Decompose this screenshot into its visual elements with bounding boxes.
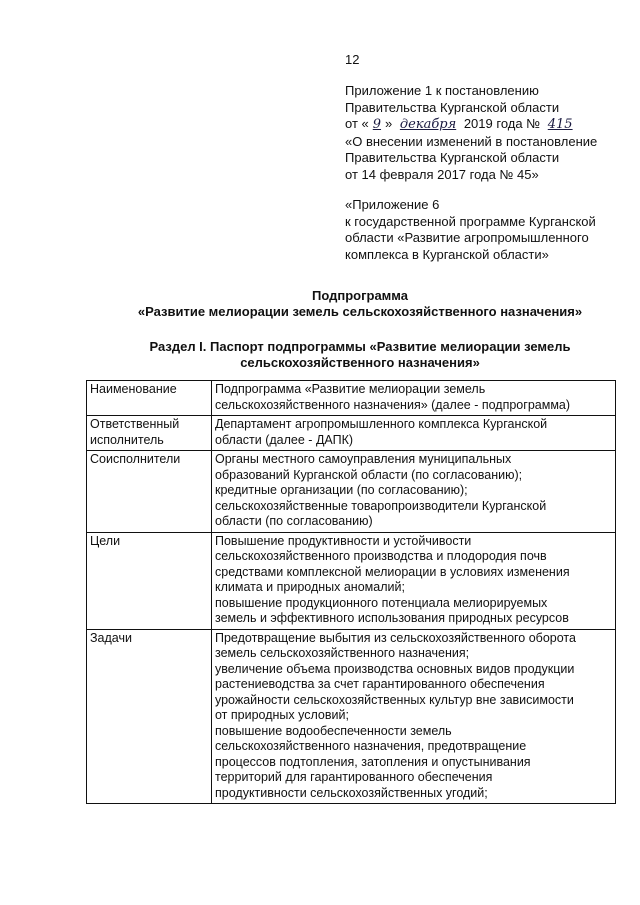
section-title	[90, 339, 630, 371]
appendix-line-5: Правительства Курганской области	[345, 150, 560, 165]
row-label-cell	[87, 532, 212, 629]
row-label-cell	[87, 381, 212, 416]
row-label-line: исполнитель	[90, 432, 164, 447]
date-prefix: от «	[345, 116, 369, 131]
row-label-line: Задачи	[90, 630, 132, 645]
row-content-line: земель сельскохозяйственного назначения;	[215, 646, 470, 660]
subprogram-title-1: Подпрограмма	[312, 288, 408, 303]
handwritten-month: декабря	[399, 117, 457, 132]
row-content-cell	[212, 532, 616, 629]
row-content-line: области (далее - ДАПК)	[215, 432, 354, 447]
row-content-cell	[212, 451, 616, 533]
row-content-line: Повышение продуктивности и устойчивости	[215, 533, 472, 548]
handwritten-day: 9	[372, 117, 382, 132]
row-content-line: кредитные организации (по согласованию);	[215, 483, 468, 497]
row-content-line: повышение продукционного потенциала мелиорируемых	[215, 595, 548, 610]
row-label-cell	[87, 416, 212, 451]
appendix-sub-header	[345, 197, 596, 263]
row-content-line: растениеводства за счет гарантированного обеспечения	[215, 677, 545, 691]
appendix-sub-line-3: области «Развитие агропромышленного	[345, 230, 589, 245]
table-row	[87, 451, 616, 533]
subprogram-title-2: «Развитие мелиорации земель сельскохозяйственного назначения»	[137, 304, 583, 319]
appendix-sub-line-4: комплекса в Курганской области»	[345, 246, 549, 262]
page-number: 12	[345, 52, 360, 67]
row-content-line: повышение водообеспеченности земель	[215, 723, 452, 738]
row-content-line: территорий для гарантированного обеспечения	[215, 770, 493, 784]
row-content-line: урожайности сельскохозяйственных культур вне зависимости	[215, 692, 574, 707]
section-title-line-1: Раздел I. Паспорт подпрограммы «Развитие мелиорации земель	[149, 339, 571, 354]
row-content-line: сельскохозяйственного назначения» (далее - подпрограмма)	[215, 397, 571, 412]
row-content-line: продуктивности сельскохозяйственных угодий;	[215, 785, 488, 800]
row-content-line: Подпрограмма «Развитие мелиорации земель	[215, 382, 486, 396]
row-content-line: Департамент агропромышленного комплекса Курганской	[215, 417, 548, 431]
row-content-line: Органы местного самоуправления муниципальных	[215, 452, 512, 466]
appendix-date-line	[345, 116, 597, 134]
row-content-line: земель и эффективного использования природных ресурсов	[215, 611, 569, 625]
row-content-line: области (по согласованию)	[215, 514, 373, 528]
handwritten-number: 415	[547, 117, 573, 132]
row-label-cell	[87, 629, 212, 804]
row-content-line: сельскохозяйственного назначения, предотвращение	[215, 739, 527, 753]
appendix-sub-line-2: к государственной программе Курганской	[345, 213, 596, 229]
appendix-line-6: от 14 февраля 2017 года № 45»	[345, 166, 539, 182]
date-day-close: »	[385, 116, 393, 131]
row-content-line: сельскохозяйственного производства и плодородия почв	[215, 549, 547, 563]
passport-table	[86, 380, 616, 804]
row-content-line: сельскохозяйственные товаропроизводители Курганской	[215, 498, 547, 513]
appendix-header	[345, 83, 597, 183]
row-content-line: Предотвращение выбытия из сельскохозяйственного оборота	[215, 630, 576, 645]
appendix-sub-line-1: «Приложение 6	[345, 197, 440, 212]
row-content-line: климата и природных аномалий;	[215, 580, 405, 594]
section-title-line-2: сельскохозяйственного назначения»	[240, 355, 480, 370]
row-content-line: от природных условий;	[215, 708, 349, 722]
row-label-cell	[87, 451, 212, 533]
row-label-line: Наименование	[90, 382, 177, 396]
row-label-line: Соисполнители	[90, 452, 181, 466]
row-content-line: образований Курганской области (по согласованию);	[215, 467, 523, 482]
table-row	[87, 416, 616, 451]
table-row	[87, 381, 616, 416]
table-row	[87, 532, 616, 629]
row-label-line: Цели	[90, 533, 121, 548]
row-content-cell	[212, 629, 616, 804]
table-row	[87, 629, 616, 804]
row-content-cell	[212, 416, 616, 451]
date-year-text: 2019 года №	[463, 116, 541, 131]
row-label-line: Ответственный	[90, 417, 180, 431]
row-content-line: процессов подтопления, затопления и опустынивания	[215, 754, 531, 769]
appendix-line-4: «О внесении изменений в постановление	[345, 133, 598, 149]
row-content-line: средствами комплексной мелиорации в условиях изменения	[215, 564, 570, 579]
row-content-cell	[212, 381, 616, 416]
row-content-line: увеличение объема производства основных видов продукции	[215, 661, 575, 676]
passport-table-body	[87, 381, 616, 804]
appendix-line-2: Правительства Курганской области	[345, 99, 560, 115]
appendix-line-1: Приложение 1 к постановлению	[345, 83, 539, 98]
